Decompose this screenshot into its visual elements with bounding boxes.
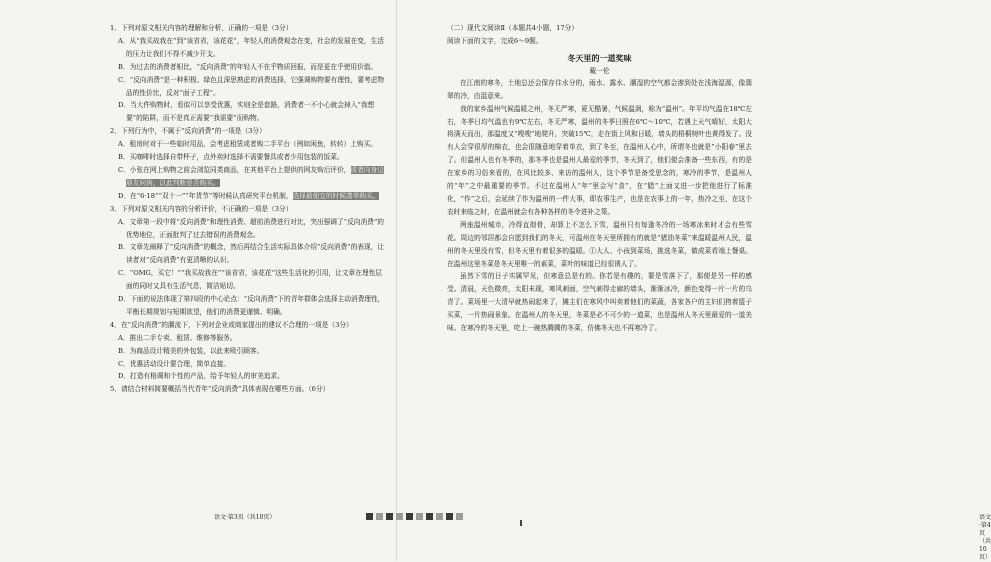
page-right <box>397 0 991 561</box>
article-paragraph: 我的家乡温州气候温暖之州，冬无严寒，夏无酷暑，气候温润，称为“温州”。年平均气温在18℃左右，冬季日均气温也有9℃左右，冬无严寒，温州的冬季日照在6℃～10℃，若遇上天气晴好，太阳大将满天而出，那温度又“嗖嗖”地爬升，突破15℃，走在街上风和日暖，墙头的梧桐树叶也黄得发了。没有人会穿很厚的棉衣，也会很随意地穿着单衣，到了冬至，在温州人心中，所谓冬也就是“小阳春”里去了。但温州人也有冬季的，那冬季也是温州人最爱的季节，冬天到了，他们便会准备一些东西，有的是在家乡的习俗来看的，在风比较多、来访的温州人，这个季节是备受思念的，寒冷的季节，是温州人的“年”之中最重要的季节。不过在温州人“年”里会写“食”，在“腊”上面又进一步把他进行了标准化，“作”之后，会延续了作为温州的一件大事，即农事生产，也是在农事上的一年，热冷之至，在这个农时来临之时，在温州就会有各种各样的冬令进补之策。 <box>447 104 752 216</box>
left-page-footer: 语文·第3页（共10页） <box>214 514 276 521</box>
question-3-option-d: D．下面的说法体现了第四段的中心论点：“反向消费”下的青年群体会选择主动消费理性，平衡长期规划与短期欲望，他们的消费更谨慎、明确。 <box>118 295 385 316</box>
question-1-option-c: C．“反向消费”是一种积极、绿色且深思熟虑的消费选择，它强调购物要有理性，要考虑物品的性价比，反对“面子工程”。 <box>118 75 385 97</box>
question-4-option-b: B．为商品设计精美的外包装，以此来吸引顾客。 <box>118 346 264 355</box>
question-1-option-d: D．当大件购物时，看似可以享受优惠，实则全是套路，消费者一不小心就会掉入“我想要”的陷阱，而不是真正需要“我需要”而购物。 <box>118 101 375 123</box>
section-heading: （二）现代文阅读Ⅱ（本题共4小题，17分） <box>447 24 578 32</box>
right-page-footer: 语文·第4页（共10页） <box>979 514 991 561</box>
article-paragraph: 虽然下雪的日子实属罕见，但寒意总是有的。你若是有趣的，要是雪落下了，那便是另一样的感受。清晨，天色微亮，太阳未现，寒风刺面，空气刺得走廊的墙头，渐渐冰冷，颜色变得一片一片的乌青了。菜场里一大清早就热闹起来了，摊主们在寒风中叫卖着他们的菜蔬，各家各户的主妇们挎着篮子买菜，一片热闹景象。在温州人的冬天里，冬菜是必不可少的一道菜，也是温州人冬天里最爱的一道美味。在寒冷的冬天里，吃上一碗热腾腾的冬菜，仿佛冬天也不再寒冷了。 <box>447 272 752 333</box>
question-3-option-c: C．“OMG，买它！”“我买故我在”“该省省，该花花”这些生活化的引用，让文章在理性层面的同时又具有生活气息，简洁贴切。 <box>118 269 382 291</box>
registration-square <box>366 513 373 520</box>
article-author: 戴一伦 <box>589 66 610 75</box>
question-2-stem: 2．下列行为中，不属于“反向消费”的一项是（3分） <box>110 127 266 136</box>
question-2-option-b: B．买咖啡时选择自带杯子，点外卖时选择不需要餐具或者少用包装的饭菜。 <box>118 153 344 162</box>
page-left <box>0 0 397 561</box>
question-4-option-c: C．优惠活动设计要合理，简单直接。 <box>118 359 231 368</box>
question-4-option-a: A．推出二手专卖、租赁、维修等服务。 <box>118 333 237 342</box>
question-1-option-b: B．为过去的消费者相比，“反向消费”的年轻人不在乎物质回报，而是更在乎使用价值。 <box>118 62 378 71</box>
registration-square <box>376 513 383 520</box>
question-1-option-a: A．从“我买故我在”到“该省省，该花花”，年轻人的消费观念在变，社会的发展在变，生活的压力让我们不得不减少开支。 <box>118 36 384 58</box>
reading-instruction: 阅读下面的文字，完成6～9题。 <box>447 36 543 45</box>
question-2-option-d: D．在“6·18”“双十一”“年货节”等时候认真研究平台机制，选择最便宜的时候凑单购买。 <box>118 191 380 200</box>
question-4-stem: 4．在“反向消费”的潮流下，下列对企业或商家提出的建议不合理的一项是（3分） <box>110 320 353 329</box>
question-2-option-a: A．租房时对于一些临时用品，会考虑租赁或者购二手平台（例如闲鱼，转转）上购买。 <box>118 140 377 149</box>
right-column <box>447 22 752 335</box>
question-1-stem: 1．下列对原文相关内容的理解和分析，正确的一项是（3分） <box>110 24 293 32</box>
question-3-stem: 3．下列对原文相关内容的分析评价，不正确的一项是（3分） <box>110 204 293 213</box>
registration-square <box>386 513 393 520</box>
left-column <box>110 22 388 396</box>
article-title: 冬天里的一道奖味 <box>567 52 632 63</box>
crop-mark <box>520 520 522 526</box>
question-3-option-a: A．文章第一段中将“反向消费”和理性消费、超前消费进行对比，突出强调了“反向消费”的优势地位，正面批判了过去错误的消费观念。 <box>118 217 384 239</box>
article-paragraph: 在江南的寒冬，土地总还会保存住水分的，雨水、露水、潮湿的空气都会渗到处在浅海湿源，像翡翠的冷，由湿意来。 <box>447 78 752 100</box>
question-2-option-c: C．小张在网上购物之前会浏览同类商品，在其他平台上提供的网友购后评价，或者向身边朋友问询，以此判断是否购买。 <box>118 165 384 187</box>
article-paragraph: 两座温州城市，冷得直彻骨，却算上不怎么下雪，温州只有每逢冬冷的一场寒冰来时才会有些雪花。周边的邻居都会自愿到我们的冬天，可温州在冬天里所拥有的就是“猪油冬菜”来温暖温州人民，温州的冬天里没有雪，但冬天里有着很多的温暖。①大人、小孩到菜场，挑选冬菜，做成菜肴端上餐桌。在温州这里冬菜是冬天里唯一的素菜，菜叶的味道已经很诱人了。 <box>447 220 752 268</box>
highlighted-text: 或者向身边朋友问询，以此判断是否购买。 <box>126 165 384 187</box>
question-5-stem: 5．请结合材料简要概括当代青年“反向消费”具体表现在哪些方面。（6分） <box>110 385 330 394</box>
highlighted-text: 选择最便宜的时候凑单购买。 <box>292 191 380 200</box>
question-3-option-b: B．文章先阐释了“反向消费”的概念，然后再结合生活实际具体介绍“反向消费”的表现，让读者对“反向消费”有更清晰的认识。 <box>118 243 385 265</box>
question-4-option-d: D．打造有格调和个性的产品，给予年轻人的审美追求。 <box>118 372 284 381</box>
